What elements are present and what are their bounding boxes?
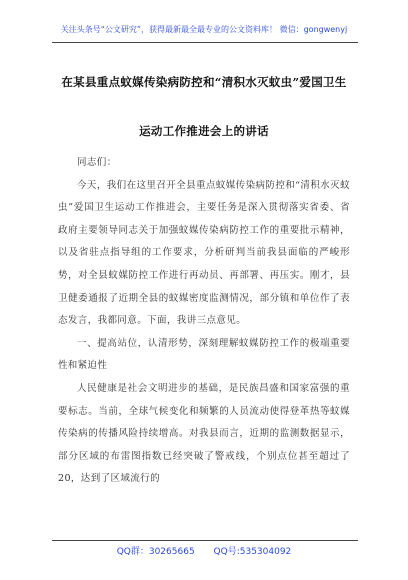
footer-divider — [52, 540, 358, 541]
footer-qq-group: QQ群：30265665 — [116, 547, 195, 557]
page-header: 关注头条号“公文研究”，获得最新最全最专业的公文资料库！ 微信：gongwenyj — [60, 25, 348, 34]
document-title-line-1: 在某县重点蚊媒传染病防控和“清积水灭蚊虫”爱国卫生 — [61, 75, 347, 89]
section-heading: 一、提高站位，认清形势，深刻理解蚊媒防控工作的极端重要性和紧迫性 — [58, 337, 350, 372]
document-body — [58, 152, 350, 491]
page-footer — [0, 544, 408, 557]
paragraph: 人民健康是社会文明进步的基础，是民族昌盛和国家富强的重要标志。当前，全球气候变化和频繁的人员流动使得登革热等蚊媒传染病的传播风险持续增高。对我县而言，近期的监测数据显示，部分区域的布雷图指数已经突破了警戒线，个别点位甚至超过了20，达到了区域流行的 — [58, 382, 350, 485]
footer-qq-number: QQ号:535304092 — [213, 547, 292, 557]
header-divider — [52, 42, 358, 43]
paragraph: 今天，我们在这里召开全县重点蚊媒传染病防控和“清积水灭蚊虫”爱国卫生运动工作推进会，主要任务是深入贯彻落实省委、省政府主要领导同志关于加强蚊媒传染病防控工作的重要批示精神，以及省驻点指导组的工作要求，分析研判当前我县面临的严峻形势，对全县蚊媒防控工作进行再动员、再部署、再压实。刚才，县卫健委通报了近期全县的蚊媒密度监测情况，部分镇和单位作了表态发言，我都同意。下面，我讲三点意见。 — [58, 179, 350, 327]
document-title-line-2: 运动工作推进会上的讲话 — [139, 124, 269, 138]
salutation: 同志们： — [77, 157, 117, 168]
